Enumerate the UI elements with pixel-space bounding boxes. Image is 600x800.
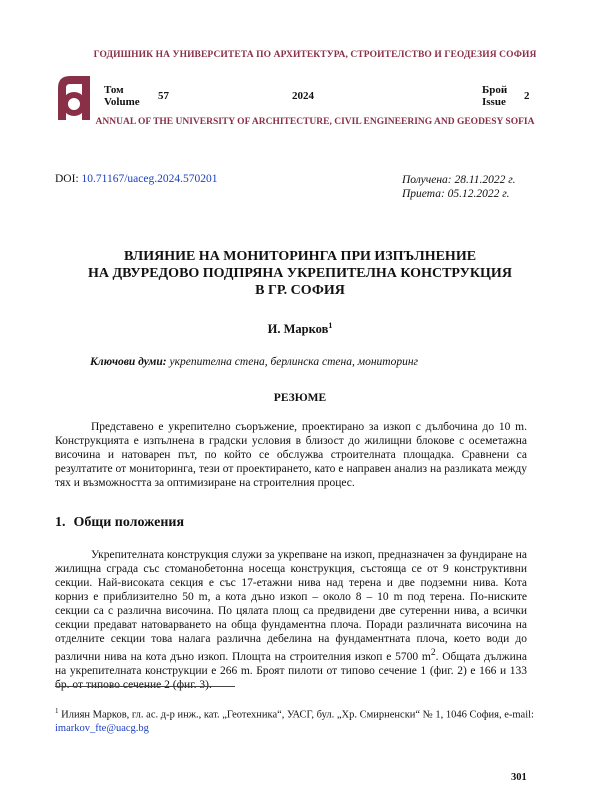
abstract-text: Представено е укрепително съоръжение, проектирано за изкоп с дълбочина до 10 m. Конструкцията е изпълнена в градски условия в близост до жилищни блокове с осеметажна височина и натоварен път, по който се обслужва строителната площадка. Сравнени са резултатите от мониторинга, тези от проектирането, като е направен анализ на разликата между тях и възможността за оптимизиране на строителния процес.: [55, 421, 527, 489]
doi-line: [55, 173, 217, 185]
body-paragraph: [55, 548, 527, 692]
body-text-part2: . Общата дължина на укрепителната конструкции е 266 m. Броят пилоти от типово сечение 1 (фиг. 2) е 166 и 133 бр. от типово сечение 2 (фиг. 3).: [55, 650, 528, 691]
journal-title-bg: ГОДИШНИК НА УНИВЕРСИТЕТА ПО АРХИТЕКТУРА, СТРОИТЕЛСТВО И ГЕОДЕЗИЯ СОФИЯ: [93, 50, 537, 60]
page-number: 301: [511, 772, 527, 783]
accepted-date: Приета: 05.12.2022 г.: [402, 188, 510, 200]
journal-title-en: ANNUAL OF THE UNIVERSITY OF ARCHITECTURE, CIVIL ENGINEERING AND GEODESY SOFIA: [95, 117, 535, 127]
issue-label-bg: Брой: [482, 84, 508, 96]
author-name: И. Марков: [267, 322, 329, 337]
body-text-part1: Укрепителната конструкция служи за укрепване на изкоп, предназначен за фундиране на жилищна сграда със стоманобетонна носеща конструкция, състояща се от 9 конструктивни секции. Най-високата секция е със 17-етажни нива над терена и две подземни нива. Кота корниз е приблизително 50 m, а кота дъно изкоп – около 8 – 10 m под терена. По-ниските секции са с различна височина. По цялата площ са предвидени две сутеренни нива, а всички секции предават натоварването на обща фундаментна плоча. Поради различната височина на отделните секции това налага различна дебелина на фундаментната плоча, което води до различни нива на кота дъно изкоп. Площта на строителния изкоп е 5700 m: [55, 549, 527, 663]
received-date: Получена: 28.11.2022 г.: [402, 174, 516, 186]
author: [55, 321, 545, 337]
year: 2024: [292, 90, 314, 102]
section-number: 1.: [55, 515, 66, 530]
footnote-mark: 1: [55, 707, 59, 715]
keywords: [90, 356, 418, 368]
issue-label-en: Issue: [482, 96, 506, 108]
volume-label-bg: Том: [104, 84, 124, 96]
title-line: ВЛИЯНИЕ НА МОНИТОРИНГА ПРИ ИЗПЪЛНЕНИЕ: [123, 249, 477, 264]
section-title: Общи положения: [73, 515, 185, 530]
article-title: [55, 248, 545, 299]
title-line: НА ДВУРЕДОВО ПОДПРЯНА УКРЕПИТЕЛНА КОНСТРУКЦИЯ: [88, 266, 512, 281]
body-superscript: 2: [430, 647, 436, 658]
keywords-text: укрепителна стена, берлинска стена, мониторинг: [169, 356, 419, 368]
issue-label: [482, 84, 507, 108]
abstract-heading: РЕЗЮМЕ: [273, 392, 327, 404]
footnote-email-link[interactable]: imarkov_fte@uacg.bg: [55, 722, 149, 734]
title-line: В ГР. СОФИЯ: [255, 283, 345, 298]
footnote-divider: [55, 686, 235, 687]
uacg-logo-icon: [54, 72, 94, 124]
footnote: [55, 705, 535, 735]
keywords-label: Ключови думи:: [90, 356, 167, 368]
volume-label: [104, 84, 140, 108]
author-footnote-mark[interactable]: 1: [328, 321, 333, 330]
article-dates: [402, 173, 515, 201]
volume-label-en: Volume: [104, 96, 140, 108]
section-heading: [55, 515, 192, 531]
volume-number: 57: [158, 90, 169, 102]
footnote-text: Илиян Марков, гл. ас. д-р инж., кат. „Геотехника“, УАСГ, бул. „Хр. Смирненски“ № 1, 1046 София, e-mail:: [58, 709, 534, 721]
doi-link[interactable]: 10.71167/uaceg.2024.570201: [81, 173, 218, 185]
issue-number: 2: [524, 90, 530, 102]
doi-label: DOI:: [55, 173, 79, 185]
